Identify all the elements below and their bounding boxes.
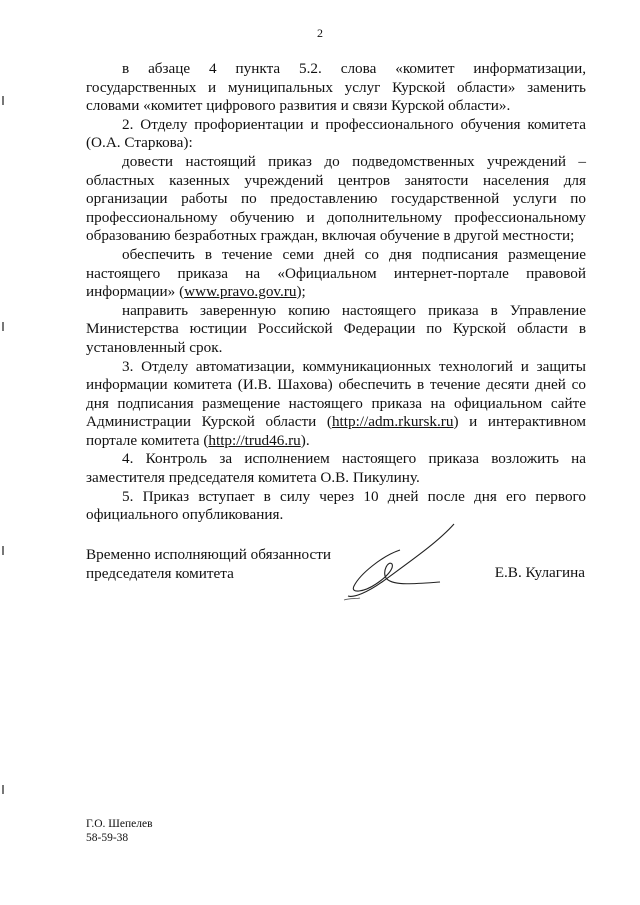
paragraph-6 bbox=[86, 358, 586, 451]
trud46-link[interactable]: http://trud46.ru bbox=[208, 431, 301, 449]
paragraph-6-mid: ) и интерактивном портале комитета ( bbox=[86, 413, 587, 449]
paragraph-5: направить заверенную копию настоящего приказа в Управление Министерства юстиции Российской Федерации по Курской области в установленный срок. bbox=[86, 301, 586, 356]
signatory-title bbox=[86, 546, 331, 583]
margin-tick-mark bbox=[2, 96, 4, 105]
footer-executor-info bbox=[86, 817, 153, 845]
paragraph-4-end: ); bbox=[296, 283, 306, 301]
handwritten-signature bbox=[342, 520, 462, 602]
signatory-title-line-2: председателя комитета bbox=[86, 564, 234, 582]
margin-tick-mark bbox=[2, 546, 4, 555]
page-number: 2 bbox=[317, 26, 323, 40]
paragraph-6-end: ). bbox=[300, 431, 310, 449]
paragraph-4 bbox=[86, 246, 586, 302]
paragraph-8: 5. Приказ вступает в силу через 10 дней после дня его первого официального опубликования. bbox=[86, 487, 586, 524]
margin-tick-mark bbox=[2, 785, 4, 794]
pravo-link[interactable]: www.pravo.gov.ru bbox=[184, 283, 297, 301]
executor-name: Г.О. Шепелев bbox=[86, 818, 153, 830]
executor-phone: 58-59-38 bbox=[86, 832, 129, 844]
paragraph-3: довести настоящий приказ до подведомственных учреждений – областных казенных учреждений центров занятости населения для организации работы по предоставлению государственной услуги по профессиональному обучению и дополнительному профессиональному образованию безработных граждан, включая обучение в другой местности; bbox=[86, 152, 586, 245]
margin-tick-mark bbox=[2, 322, 4, 331]
paragraph-7: 4. Контроль за исполнением настоящего приказа возложить на заместителя председателя комитета О.В. Пикулину. bbox=[86, 450, 586, 487]
document-body bbox=[86, 60, 586, 525]
paragraph-2: 2. Отделу профориентации и профессионального обучения комитета (О.А. Старкова): bbox=[86, 115, 586, 152]
paragraph-6-text: 3. Отделу автоматизации, коммуникационных технологий и защиты информации комитета (И.В. Шахова) обеспечить в течение десяти дней со дня подписания размещение настоящего приказа на официальном сайте Администрации Курской области ( bbox=[86, 357, 586, 431]
signatory-title-line-1: Временно исполняющий обязанности bbox=[86, 546, 332, 563]
paragraph-4-text: обеспечить в течение семи дней со дня подписания размещение настоящего приказа на «Официальном интернет-портале правовой информации» ( bbox=[86, 245, 586, 301]
signatory-name: Е.В. Кулагина bbox=[494, 564, 585, 581]
paragraph-1: в абзаце 4 пункта 5.2. слова «комитет информатизации, государственных и муниципальных услуг Курской области» заменить словами «комитет цифрового развития и связи Курской области». bbox=[86, 60, 586, 115]
adm-rkursk-link[interactable]: http://adm.rkursk.ru bbox=[331, 413, 454, 431]
